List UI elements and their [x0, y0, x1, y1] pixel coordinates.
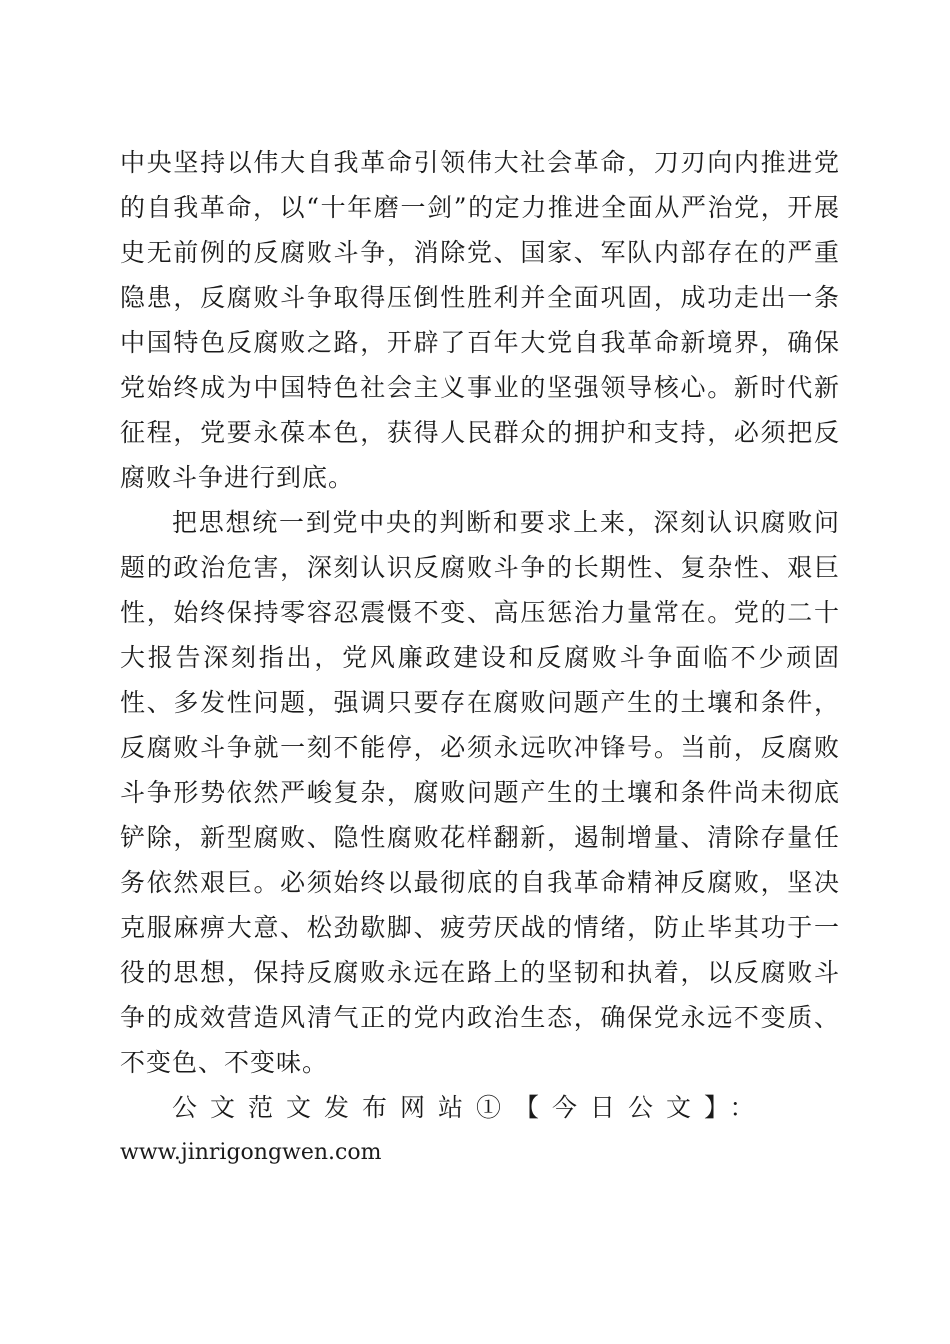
footer-site-url: www.jinrigongwen.com: [120, 1140, 382, 1165]
paragraph-2: 把思想统一到党中央的判断和要求上来，深刻认识腐败问题的政治危害，深刻认识反腐败斗争的长期性、复杂性、艰巨性，始终保持零容忍震慑不变、高压惩治力量常在。党的二十大报告深刻指出，党风廉政建设和反腐败斗争面临不少顽固性、多发性问题，强调只要存在腐败问题产生的土壤和条件，反腐败斗争就一刻不能停，必须永远吹冲锋号。当前，反腐败斗争形势依然严峻复杂，腐败问题产生的土壤和条件尚未彻底铲除，新型腐败、隐性腐败花样翻新，遏制增量、清除存量任务依然艰巨。必须始终以最彻底的自我革命精神反腐败，坚决克服麻痹大意、松劲歇脚、疲劳厌战的情绪，防止毕其功于一役的思想，保持反腐败永远在路上的坚韧和执着，以反腐败斗争的成效营造风清气正的党内政治生态，确保党永远不变质、不变色、不变味。: [120, 508, 840, 1077]
footer-site-label: 公文范文发布网站①【今日公文】：: [172, 1093, 768, 1122]
paragraph-1: 中央坚持以伟大自我革命引领伟大社会革命，刀刃向内推进党的自我革命，以“十年磨一剑”的定力推进全面从严治党，开展史无前例的反腐败斗争，消除党、国家、军队内部存在的严重隐患，反腐败斗争取得压倒性胜利并全面巩固，成功走出一条中国特色反腐败之路，开辟了百年大党自我革命新境界，确保党始终成为中国特色社会主义事业的坚强领导核心。新时代新征程，党要永葆本色，获得人民群众的拥护和支持，必须把反腐败斗争进行到底。: [120, 148, 840, 492]
document-body: [120, 140, 840, 1175]
